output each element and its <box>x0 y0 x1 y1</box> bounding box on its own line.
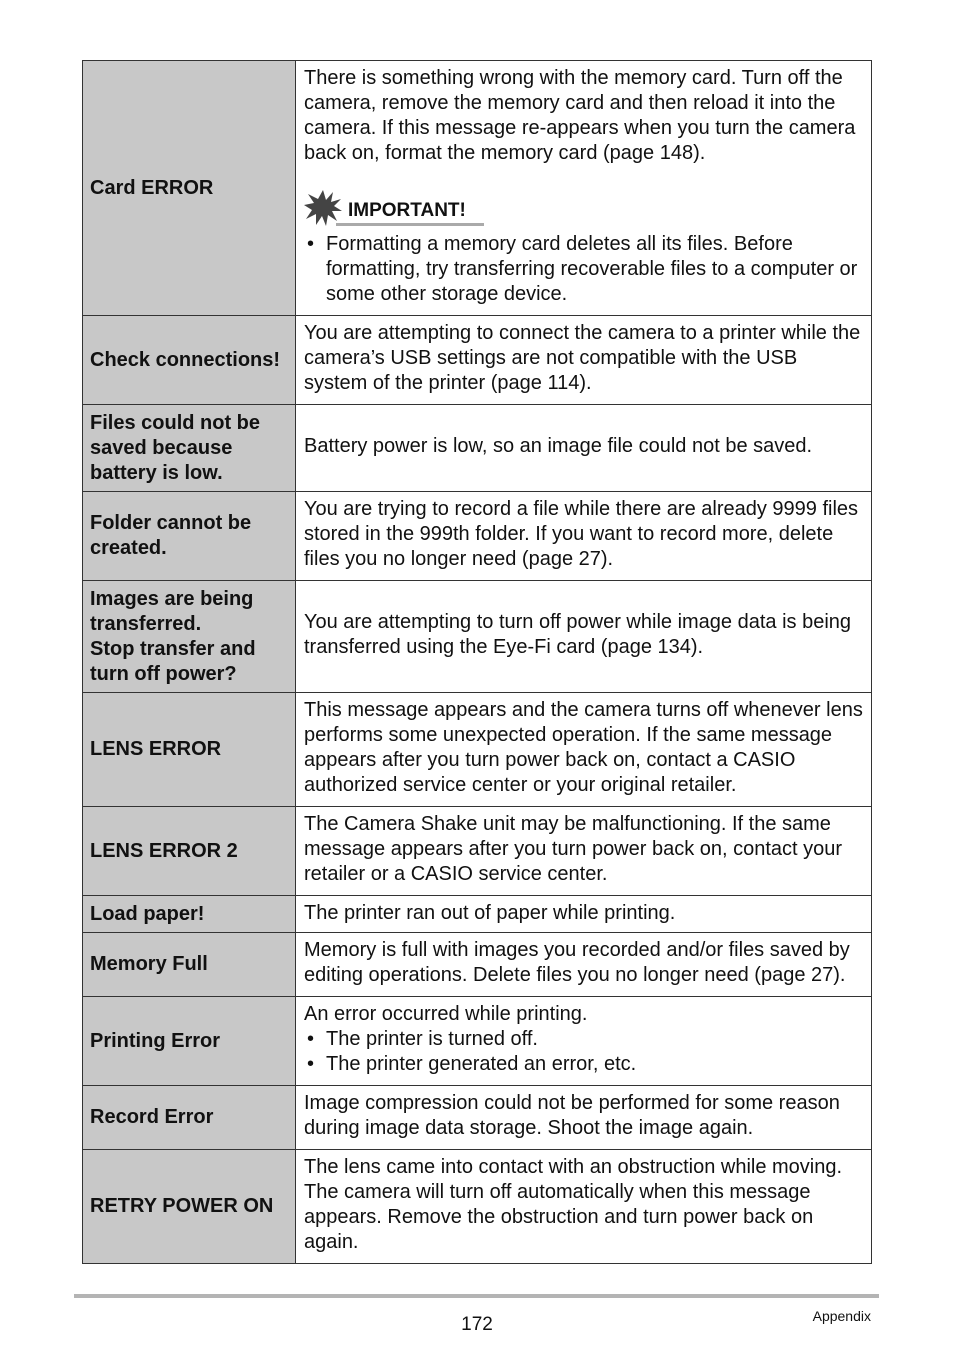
description-text: The printer ran out of paper while printing. <box>304 901 676 924</box>
message-name: Load paper! <box>83 896 296 933</box>
message-name: Printing Error <box>83 997 296 1086</box>
description-text: Image compression could not be performed for some reason during image data storage. Shoot the image again. <box>304 1092 840 1139</box>
description-text: An error occurred while printing. <box>304 1003 588 1025</box>
description-text: This message appears and the camera turns off whenever lens performs some unexpected operation. If the same message appears after you turn power back on, contact a CASIO authorized service center or your original retailer. <box>304 699 863 796</box>
message-description <box>296 997 872 1086</box>
message-description <box>296 1086 872 1150</box>
table-row <box>83 492 872 581</box>
table-row <box>83 997 872 1086</box>
message-name: Memory Full <box>83 933 296 997</box>
table-row <box>83 1150 872 1264</box>
description-text: There is something wrong with the memory card. Turn off the camera, remove the memory card and then reload it into the camera. If this message re-appears when you turn the camera back on, format the memory card (page 148). <box>304 67 856 164</box>
footer-divider <box>74 1294 879 1298</box>
table-row <box>83 693 872 807</box>
table-row <box>83 1086 872 1150</box>
message-description <box>296 1150 872 1264</box>
description-text: Memory is full with images you recorded and/or files saved by editing operations. Delete files you no longer need (page 27). <box>304 939 850 986</box>
message-name: RETRY POWER ON <box>83 1150 296 1264</box>
message-name: Check connections! <box>83 316 296 405</box>
table-row <box>83 933 872 997</box>
error-message-table <box>82 60 872 1264</box>
description-text: You are attempting to turn off power while image data is being transferred using the Eye-Fi card (page 134). <box>304 611 852 658</box>
table-row <box>83 61 872 316</box>
page-number: 172 <box>461 1314 493 1335</box>
description-text: The lens came into contact with an obstruction while moving. The camera will turn off automatically when this message appears. Remove the obstruction and turn power back on again. <box>304 1156 843 1253</box>
message-description <box>296 896 872 933</box>
description-text: You are attempting to connect the camera to a printer while the camera’s USB settings are not compatible with the USB system of the printer (page 114). <box>304 322 861 394</box>
message-name: Files could not be saved because battery is low. <box>83 405 296 492</box>
description-bullet: • The printer is turned off. <box>304 1027 863 1052</box>
message-description <box>296 492 872 581</box>
table-row <box>83 896 872 933</box>
section-label: Appendix <box>812 1308 871 1324</box>
message-description <box>296 693 872 807</box>
important-heading <box>304 190 863 226</box>
table-row <box>83 316 872 405</box>
message-description <box>296 933 872 997</box>
message-description <box>296 405 872 492</box>
description-text: Battery power is low, so an image file could not be saved. <box>304 435 813 457</box>
message-name: LENS ERROR <box>83 693 296 807</box>
message-name-line: Images are being transferred. <box>90 587 254 635</box>
message-description <box>296 316 872 405</box>
message-name: LENS ERROR 2 <box>83 807 296 896</box>
message-name <box>83 581 296 693</box>
description-text: The Camera Shake unit may be malfunctioning. If the same message appears after you turn power back on, contact your retailer or a CASIO service center. <box>304 813 843 885</box>
important-label: IMPORTANT! <box>336 200 484 226</box>
description-bullet: • The printer generated an error, etc. <box>304 1052 863 1077</box>
important-bullet: • Formatting a memory card deletes all its files. Before formatting, try transferring recoverable files to a computer or some other storage device. <box>304 232 863 307</box>
message-name: Folder cannot be created. <box>83 492 296 581</box>
table-row <box>83 807 872 896</box>
message-name-line: Stop transfer and turn off power? <box>90 637 256 685</box>
table-row <box>83 581 872 693</box>
message-name: Record Error <box>83 1086 296 1150</box>
table-row <box>83 405 872 492</box>
message-description <box>296 61 872 316</box>
message-description <box>296 581 872 693</box>
message-name: Card ERROR <box>83 61 296 316</box>
description-text: You are trying to record a file while there are already 9999 files stored in the 999th folder. If you want to record more, delete files you no longer need (page 27). <box>304 498 859 570</box>
message-description <box>296 807 872 896</box>
